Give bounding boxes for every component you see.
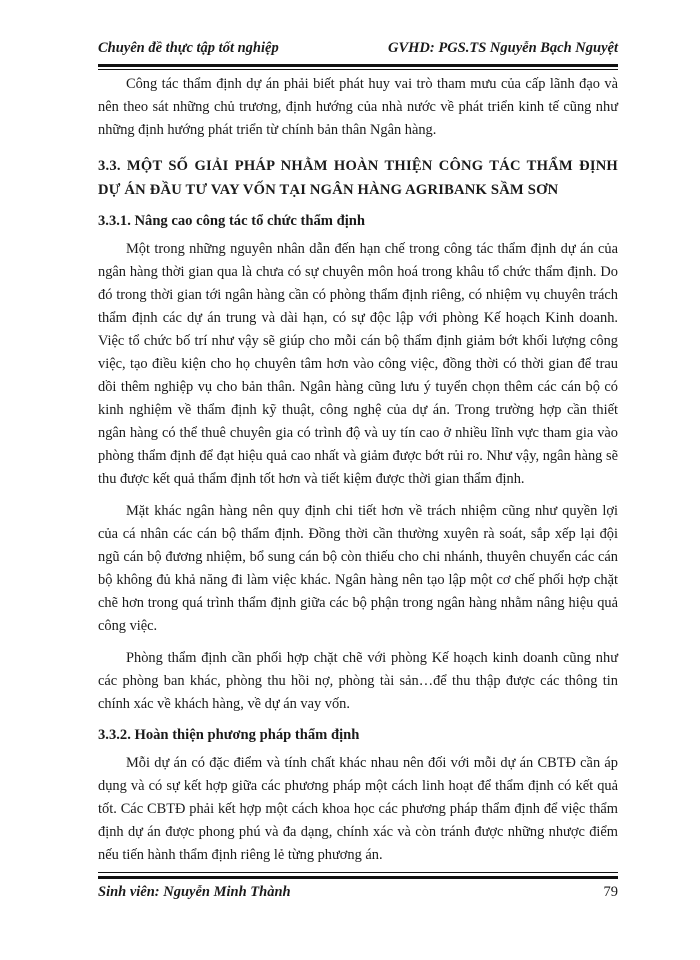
subsection-heading-1: 3.3.1. Nâng cao công tác tổ chức thẩm định (98, 213, 365, 229)
subsection-heading-2: 3.3.2. Hoàn thiện phương pháp thẩm định (98, 727, 360, 743)
document-title: Chuyên đề thực tập tốt nghiệp (98, 40, 279, 56)
supervisor-label: GVHD: PGS.TS Nguyễn Bạch Nguyệt (388, 40, 618, 56)
header-rule-thick (98, 64, 618, 67)
page-body (98, 73, 618, 863)
page-footer (98, 884, 618, 906)
page-number: 79 (603, 884, 618, 900)
section-heading: 3.3. MỘT SỐ GIẢI PHÁP NHẰM HOÀN THIỆN CÔNG TÁC THẨM ĐỊNH DỰ ÁN ĐẦU TƯ VAY VỐN TẠI NGÂN HÀNG AGRIBANK SẦM SƠN (98, 158, 618, 198)
header-rule-thin (98, 69, 618, 70)
paragraph: Mỗi dự án có đặc điểm và tính chất khác nhau nên đối với mỗi dự án CBTĐ cần áp dụng và có sự kết hợp giữa các phương pháp một cách linh hoạt để thẩm định có kết quả tốt. Các CBTĐ phải kết hợp một cách khoa học các phương pháp thẩm định để việc thẩm định dự án được phong phú và đa dạng, chính xác và còn tránh được những nhược điểm nếu tiến hành thẩm định riêng lẻ từng phương án. (98, 755, 618, 863)
paragraph: Một trong những nguyên nhân dẫn đến hạn chế trong công tác thẩm định dự án của ngân hàng thời gian qua là chưa có sự chuyên môn hoá trong khâu tổ chức thẩm định. Do đó trong thời gian tới ngân hàng cần có phòng thẩm định riêng, có nhiệm vụ chuyên trách thẩm định các dự án trung và dài hạn, có sự độc lập với phòng Kế hoạch Kinh doanh. Việc tổ chức bố trí như vậy sẽ giúp cho mỗi cán bộ thẩm định giảm bớt khối lượng công việc, tạo điều kiện cho họ chuyên tâm hơn vào công việc, đồng thời có thời gian để trau dồi thêm nghiệp vụ cho bản thân. Ngân hàng cũng lưu ý tuyển chọn thêm các cán bộ có kinh nghiệm về thẩm định kỹ thuật, công nghệ của dự án. Trong trường hợp cần thiết ngân hàng có thể thuê chuyên gia có trình độ và uy tín cao ở nhiều lĩnh vực tham gia vào phòng thẩm định để đạt hiệu quả cao nhất và giảm được bớt rủi ro. Như vậy, ngân hàng sẽ thu được kết quả thẩm định tốt hơn và tiết kiệm được thời gian thẩm định. (98, 241, 618, 487)
paragraph: Phòng thẩm định cần phối hợp chặt chẽ với phòng Kế hoạch kinh doanh cũng như các phòng ban khác, phòng thu hồi nợ, phòng tài sản…để thu thập được các thông tin chính xác về khách hàng, về dự án vay vốn. (98, 650, 618, 712)
footer-rule-thick (98, 876, 618, 879)
student-name: Sinh viên: Nguyễn Minh Thành (98, 884, 291, 900)
paragraph: Mặt khác ngân hàng nên quy định chi tiết hơn về trách nhiệm cũng như quyền lợi của cá nhân các cán bộ thẩm định. Đồng thời cần thường xuyên rà soát, sắp xếp lại đội ngũ cán bộ đương nhiệm, bổ sung cán bộ còn thiếu cho chi nhánh, thuyên chuyển các cán bộ không đủ khả năng đi làm việc khác. Ngân hàng nên tạo lập một cơ chế phối hợp chặt chẽ hơn trong quá trình thẩm định giữa các bộ phận trong ngân hàng nhằm nâng hiệu quả công việc. (98, 503, 618, 634)
page-header (98, 40, 618, 62)
intro-paragraph: Công tác thẩm định dự án phải biết phát huy vai trò tham mưu của cấp lãnh đạo và nên theo sát những chủ trương, định hướng của nhà nước về phát triển kinh tế cũng như những định hướng phát triển từ chính bản thân Ngân hàng. (98, 76, 618, 138)
footer-rule-thin (98, 872, 618, 873)
